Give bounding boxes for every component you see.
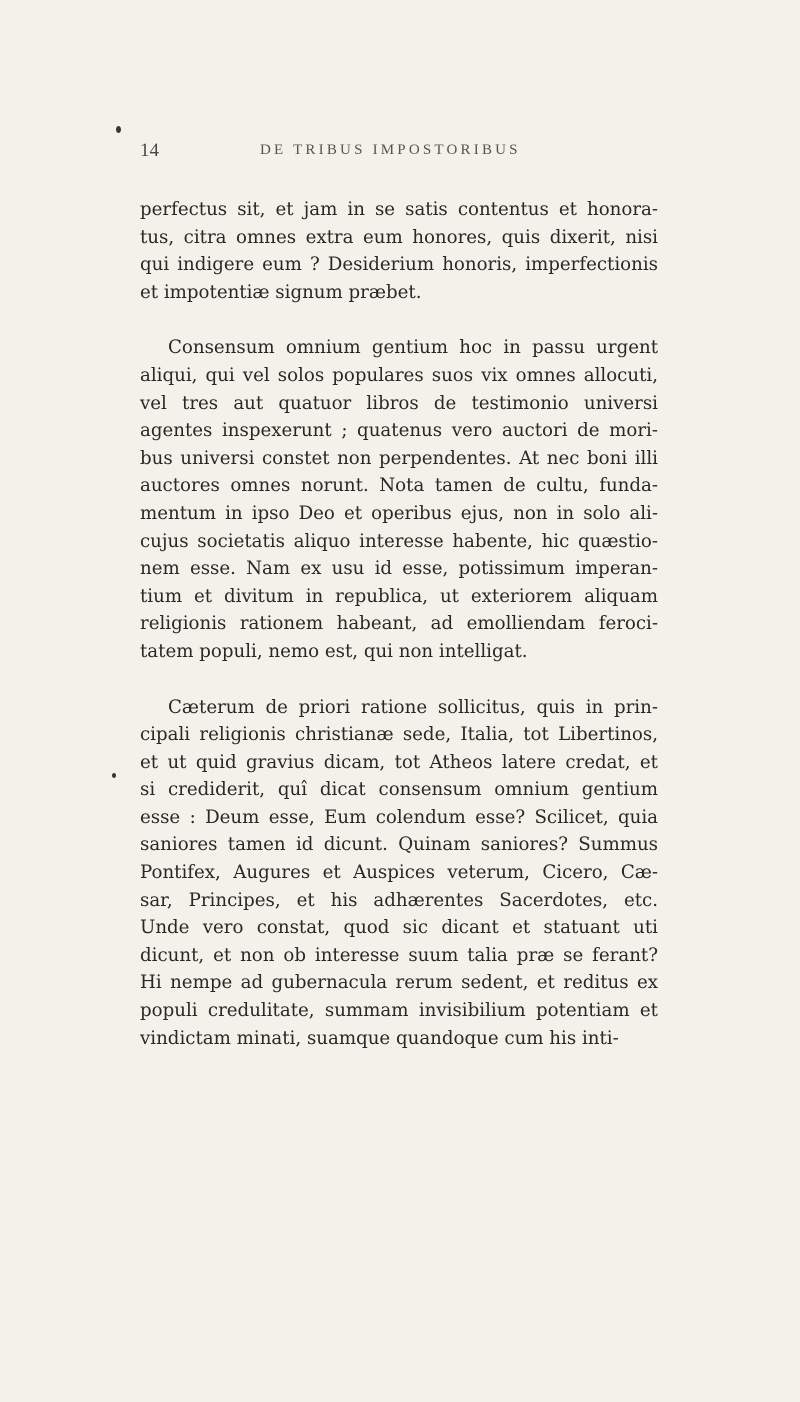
text-line: populi credulitate, summam invisibilium potentiam et <box>140 1000 658 1022</box>
text-line: dicunt, et non ob interesse suum talia præ se ferant? <box>140 944 658 966</box>
text-line: cipali religionis christianæ sede, Italia, tot Libertinos, <box>140 724 658 746</box>
text-line: et ut quid gravius dicam, tot Atheos latere credat, et <box>140 751 658 773</box>
text-line: vel tres aut quatuor libros de testimonio universi <box>140 392 658 414</box>
text-line: vindictam minati, suamque quandoque cum his inti- <box>140 1027 619 1049</box>
body-text <box>140 196 658 1052</box>
text-line: Cæterum de priori ratione sollicitus, quis in prin- <box>168 696 658 718</box>
text-line: perfectus sit, et jam in se satis contentus et honora- <box>140 199 658 220</box>
ink-speck <box>116 126 121 133</box>
running-title: DE TRIBUS IMPOSTORIBUS <box>260 142 521 158</box>
paragraph <box>140 694 658 1053</box>
paragraph-gap <box>140 666 658 694</box>
text-line: tium et divitum in republica, ut exteriorem aliquam <box>140 585 658 607</box>
text-line: sar, Principes, et his adhærentes Sacerdotes, etc. <box>140 889 658 911</box>
text-line: Unde vero constat, quod sic dicant et statuant uti <box>140 917 658 939</box>
text-line: auctores omnes norunt. Nota tamen de cultu, funda- <box>140 475 658 497</box>
text-line: esse : Deum esse, Eum colendum esse? Scilicet, quia <box>140 806 658 828</box>
text-line: aliqui, qui vel solos populares suos vix omnes allocuti, <box>140 364 658 386</box>
text-line: tus, citra omnes extra eum honores, quis dixerit, nisi <box>140 226 658 248</box>
text-line: agentes inspexerunt ; quatenus vero auctori de mori- <box>140 420 658 442</box>
running-head <box>140 140 680 170</box>
paragraph-gap <box>140 306 658 334</box>
paragraph <box>140 196 658 306</box>
text-line: cujus societatis aliquo interesse habente, hic quæstio- <box>140 530 658 552</box>
text-line: mentum in ipso Deo et operibus ejus, non in solo ali- <box>140 502 658 524</box>
text-line: nem esse. Nam ex usu id esse, potissimum imperan- <box>140 558 658 580</box>
text-line: si crediderit, quî dicat consensum omnium gentium <box>140 779 658 801</box>
text-line: Consensum omnium gentium hoc in passu urgent <box>168 337 658 359</box>
text-line: Hi nempe ad gubernacula rerum sedent, et reditus ex <box>140 972 658 994</box>
ink-speck <box>112 773 116 778</box>
text-line: bus universi constet non perpendentes. At nec boni illi <box>140 447 658 469</box>
text-line: qui indigere eum ? Desiderium honoris, imperfectionis <box>140 254 658 276</box>
text-line: religionis rationem habeant, ad emolliendam feroci- <box>140 613 658 635</box>
page-number: 14 <box>140 140 159 161</box>
text-line: et impotentiæ signum præbet. <box>140 281 422 303</box>
text-line: Pontifex, Augures et Auspices veterum, Cicero, Cæ- <box>140 862 658 884</box>
paragraph <box>140 334 658 665</box>
text-line: saniores tamen id dicunt. Quinam saniores? Summus <box>140 834 658 856</box>
text-line: tatem populi, nemo est, qui non intelligat. <box>140 640 528 662</box>
